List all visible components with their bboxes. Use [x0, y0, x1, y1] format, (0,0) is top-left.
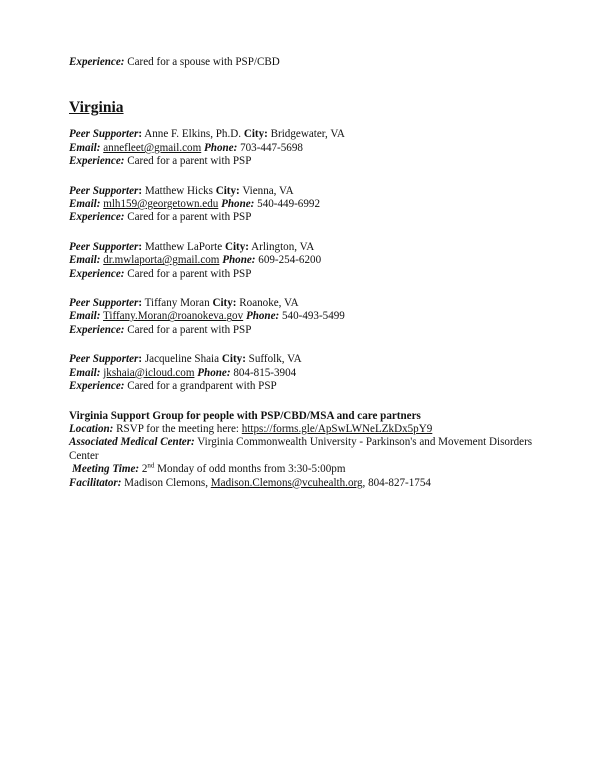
medical-center-label: Associated Medical Center:: [69, 436, 195, 449]
city-value: Vienna, VA: [242, 184, 294, 197]
city-label: City:: [215, 184, 240, 197]
peer-supporter-line: [69, 128, 539, 141]
city-value: Bridgewater, VA: [270, 128, 345, 141]
meeting-day: 2: [141, 463, 148, 476]
city-label: City:: [224, 240, 249, 253]
supporter-entry: [69, 241, 539, 281]
email-phone-line: [69, 310, 539, 323]
email-label: Email:: [69, 310, 101, 323]
medical-center-text: Virginia Commonwealth University - Parkinson's and Movement Disorders Center: [69, 436, 533, 462]
email-label: Email:: [69, 366, 101, 379]
experience-label: Experience:: [69, 380, 125, 393]
support-group: [69, 410, 539, 490]
experience-label: Experience:: [69, 267, 125, 280]
meeting-time-line: [69, 463, 539, 476]
city-label: City:: [212, 297, 237, 310]
facilitator-name: Madison Clemons,: [124, 476, 208, 489]
email-link[interactable]: mlh159@georgetown.edu: [103, 198, 219, 211]
experience-line: [69, 268, 539, 281]
phone-value: 609-254-6200: [258, 254, 322, 267]
email-link[interactable]: annefleet@gmail.com: [103, 141, 202, 154]
top-experience-line: [69, 56, 539, 69]
peer-supporter-label: Peer Supporter: [69, 184, 139, 197]
supporter-name: Matthew LaPorte: [144, 240, 223, 253]
city-value: Roanoke, VA: [239, 297, 299, 310]
email-label: Email:: [69, 198, 101, 211]
supporter-name: Jacqueline Shaia: [144, 353, 220, 366]
colon: :: [138, 297, 143, 310]
experience-line: [69, 324, 539, 337]
facilitator-label: Facilitator:: [69, 476, 122, 489]
page-content: [69, 56, 539, 490]
email-link[interactable]: dr.mwlaporta@gmail.com: [103, 254, 220, 267]
experience-label: Experience:: [69, 56, 125, 68]
experience-line: [69, 211, 539, 224]
experience-text: Cared for a parent with PSP: [127, 267, 252, 280]
meeting-time-label: Meeting Time:: [72, 463, 140, 476]
experience-label: Experience:: [69, 155, 125, 168]
phone-label: Phone:: [204, 141, 238, 154]
peer-supporter-line: [69, 297, 539, 310]
email-phone-line: [69, 254, 539, 267]
location-line: [69, 423, 539, 436]
peer-supporter-line: [69, 185, 539, 198]
experience-text: Cared for a spouse with PSP/CBD: [127, 56, 280, 68]
phone-label: Phone:: [221, 198, 255, 211]
phone-label: Phone:: [222, 254, 256, 267]
phone-value: 804-815-3904: [233, 366, 297, 379]
supporter-entry: [69, 128, 539, 168]
location-label: Location:: [69, 422, 114, 435]
email-label: Email:: [69, 254, 101, 267]
rsvp-link[interactable]: https://forms.gle/ApSwLWNeLZkDx5pY9: [241, 422, 433, 435]
state-heading: Virginia: [69, 99, 124, 117]
supporter-entry: [69, 353, 539, 393]
meeting-time-text: Monday of odd months from 3:30-5:00pm: [157, 463, 346, 476]
city-value: Arlington, VA: [251, 240, 315, 253]
email-phone-line: [69, 198, 539, 211]
experience-line: [69, 380, 539, 393]
email-phone-line: [69, 142, 539, 155]
medical-center-line: [69, 436, 539, 463]
meeting-day-suffix: nd: [147, 461, 155, 470]
experience-text: Cared for a parent with PSP: [127, 155, 252, 168]
colon: :: [138, 128, 143, 141]
colon: :: [138, 353, 143, 366]
experience-text: Cared for a parent with PSP: [127, 211, 252, 224]
location-text: RSVP for the meeting here:: [116, 422, 239, 435]
facilitator-phone: , 804-827-1754: [362, 476, 431, 489]
city-label: City:: [243, 128, 268, 141]
phone-value: 703-447-5698: [240, 141, 303, 154]
experience-text: Cared for a grandparent with PSP: [127, 380, 277, 393]
peer-supporter-label: Peer Supporter: [69, 240, 139, 253]
city-value: Suffolk, VA: [248, 353, 302, 366]
supporter-entry: [69, 297, 539, 337]
peer-supporter-line: [69, 353, 539, 366]
peer-supporter-label: Peer Supporter: [69, 128, 139, 141]
peer-supporter-label: Peer Supporter: [69, 297, 139, 310]
phone-value: 540-493-5499: [282, 310, 345, 323]
phone-label: Phone:: [245, 310, 280, 323]
facilitator-line: [69, 477, 539, 490]
email-label: Email:: [69, 141, 101, 154]
peer-supporter-label: Peer Supporter: [69, 353, 139, 366]
supporter-list: [69, 128, 539, 393]
supporter-name: Tiffany Moran: [144, 297, 210, 310]
experience-label: Experience:: [69, 211, 125, 224]
experience-label: Experience:: [69, 323, 125, 336]
email-link[interactable]: jkshaia@icloud.com: [103, 366, 195, 379]
experience-line: [69, 155, 539, 168]
city-label: City:: [221, 353, 246, 366]
colon: :: [138, 240, 143, 253]
peer-supporter-line: [69, 241, 539, 254]
facilitator-email-link[interactable]: Madison.Clemons@vcuhealth.org: [210, 476, 363, 489]
colon: :: [138, 184, 143, 197]
supporter-name: Anne F. Elkins, Ph.D.: [144, 128, 242, 141]
email-link[interactable]: Tiffany.Moran@roanokeva.gov: [103, 310, 244, 323]
phone-label: Phone:: [197, 366, 231, 379]
experience-text: Cared for a parent with PSP: [127, 323, 252, 336]
supporter-name: Matthew Hicks: [144, 184, 213, 197]
phone-value: 540-449-6992: [257, 198, 320, 211]
email-phone-line: [69, 367, 539, 380]
support-group-title: Virginia Support Group for people with PSP/CBD/MSA and care partners: [69, 409, 421, 422]
supporter-entry: [69, 185, 539, 225]
